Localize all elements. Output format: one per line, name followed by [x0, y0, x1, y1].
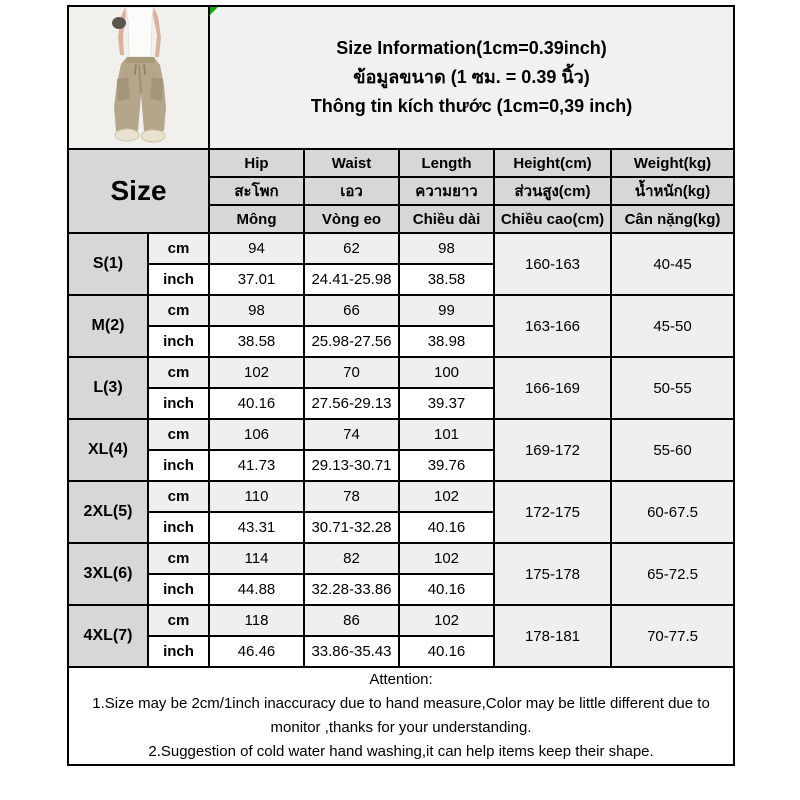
- col-hip-vi: Mông: [209, 205, 304, 233]
- waist-inch: 24.41-25.98: [304, 264, 399, 295]
- hip-inch: 38.58: [209, 326, 304, 357]
- col-weight-vi: Cân nặng(kg): [611, 205, 734, 233]
- length-inch: 38.98: [399, 326, 494, 357]
- weight-range: 65-72.5: [611, 543, 734, 605]
- length-cm: 102: [399, 481, 494, 512]
- unit-cm: cm: [148, 233, 209, 264]
- size-label: 3XL(6): [68, 543, 148, 605]
- waist-inch: 33.86-35.43: [304, 636, 399, 667]
- waist-cm: 86: [304, 605, 399, 636]
- table-row: [68, 233, 734, 264]
- col-weight-en: Weight(kg): [611, 149, 734, 177]
- waist-inch: 32.28-33.86: [304, 574, 399, 605]
- title-row: [68, 6, 734, 149]
- waist-cm: 74: [304, 419, 399, 450]
- col-length-vi: Chiều dài: [399, 205, 494, 233]
- col-hip-th: สะโพก: [209, 177, 304, 205]
- length-inch: 39.37: [399, 388, 494, 419]
- height-range: 175-178: [494, 543, 611, 605]
- weight-range: 55-60: [611, 419, 734, 481]
- unit-inch: inch: [148, 636, 209, 667]
- attention-row: [68, 667, 734, 765]
- size-label: 2XL(5): [68, 481, 148, 543]
- weight-range: 40-45: [611, 233, 734, 295]
- hip-cm: 98: [209, 295, 304, 326]
- length-cm: 101: [399, 419, 494, 450]
- attention-line-2: 2.Suggestion of cold water hand washing,it can help items keep their shape.: [148, 743, 654, 760]
- col-weight-th: น้ำหนัก(kg): [611, 177, 734, 205]
- hip-inch: 41.73: [209, 450, 304, 481]
- col-waist-th: เอว: [304, 177, 399, 205]
- waist-inch: 27.56-29.13: [304, 388, 399, 419]
- weight-range: 45-50: [611, 295, 734, 357]
- hip-cm: 118: [209, 605, 304, 636]
- product-photo: [68, 6, 209, 149]
- length-cm: 98: [399, 233, 494, 264]
- unit-cm: cm: [148, 481, 209, 512]
- attention-heading: Attention:: [369, 671, 433, 688]
- hip-inch: 46.46: [209, 636, 304, 667]
- table-row: [68, 295, 734, 326]
- length-cm: 102: [399, 605, 494, 636]
- attention-note: [68, 667, 734, 765]
- unit-cm: cm: [148, 543, 209, 574]
- waist-cm: 70: [304, 357, 399, 388]
- waist-cm: 66: [304, 295, 399, 326]
- header-row-english: [68, 149, 734, 177]
- height-range: 172-175: [494, 481, 611, 543]
- length-cm: 102: [399, 543, 494, 574]
- waist-inch: 25.98-27.56: [304, 326, 399, 357]
- hip-cm: 94: [209, 233, 304, 264]
- size-label: L(3): [68, 357, 148, 419]
- weight-range: 70-77.5: [611, 605, 734, 667]
- waist-cm: 62: [304, 233, 399, 264]
- col-waist-vi: Vòng eo: [304, 205, 399, 233]
- unit-inch: inch: [148, 512, 209, 543]
- height-range: 163-166: [494, 295, 611, 357]
- length-inch: 39.76: [399, 450, 494, 481]
- waist-inch: 30.71-32.28: [304, 512, 399, 543]
- size-chart-sheet: [67, 5, 733, 766]
- hip-inch: 43.31: [209, 512, 304, 543]
- unit-cm: cm: [148, 357, 209, 388]
- hip-cm: 114: [209, 543, 304, 574]
- col-length-th: ความยาว: [399, 177, 494, 205]
- height-range: 169-172: [494, 419, 611, 481]
- table-row: [68, 357, 734, 388]
- table-row: [68, 481, 734, 512]
- size-label: XL(4): [68, 419, 148, 481]
- title-vietnamese: Thông tin kích thước (1cm=0,39 inch): [310, 96, 633, 116]
- hip-inch: 40.16: [209, 388, 304, 419]
- waist-cm: 82: [304, 543, 399, 574]
- length-cm: 100: [399, 357, 494, 388]
- length-cm: 99: [399, 295, 494, 326]
- title-thai: ข้อมูลขนาด (1 ซม. = 0.39 นิ้ว): [353, 67, 590, 87]
- hip-inch: 44.88: [209, 574, 304, 605]
- length-inch: 40.16: [399, 636, 494, 667]
- waist-cm: 78: [304, 481, 399, 512]
- col-height-th: ส่วนสูง(cm): [494, 177, 611, 205]
- size-label: 4XL(7): [68, 605, 148, 667]
- length-inch: 40.16: [399, 574, 494, 605]
- unit-inch: inch: [148, 326, 209, 357]
- col-waist-en: Waist: [304, 149, 399, 177]
- unit-inch: inch: [148, 574, 209, 605]
- waist-inch: 29.13-30.71: [304, 450, 399, 481]
- unit-cm: cm: [148, 419, 209, 450]
- size-label: S(1): [68, 233, 148, 295]
- hip-cm: 110: [209, 481, 304, 512]
- col-length-en: Length: [399, 149, 494, 177]
- unit-inch: inch: [148, 388, 209, 419]
- table-row: [68, 543, 734, 574]
- length-inch: 40.16: [399, 512, 494, 543]
- size-info-title-cell: [209, 6, 734, 149]
- table-row: [68, 605, 734, 636]
- model-photo-illustration: [70, 7, 207, 143]
- weight-range: 50-55: [611, 357, 734, 419]
- size-table: [67, 5, 735, 766]
- unit-inch: inch: [148, 450, 209, 481]
- weight-range: 60-67.5: [611, 481, 734, 543]
- table-row: [68, 419, 734, 450]
- hip-inch: 37.01: [209, 264, 304, 295]
- col-height-en: Height(cm): [494, 149, 611, 177]
- size-header: Size: [68, 149, 209, 233]
- size-label: M(2): [68, 295, 148, 357]
- col-height-vi: Chiều cao(cm): [494, 205, 611, 233]
- title-english: Size Information(1cm=0.39inch): [336, 38, 607, 58]
- height-range: 160-163: [494, 233, 611, 295]
- height-range: 166-169: [494, 357, 611, 419]
- height-range: 178-181: [494, 605, 611, 667]
- col-hip-en: Hip: [209, 149, 304, 177]
- cell-error-triangle-icon: [210, 7, 218, 15]
- hip-cm: 106: [209, 419, 304, 450]
- hip-cm: 102: [209, 357, 304, 388]
- unit-cm: cm: [148, 295, 209, 326]
- unit-inch: inch: [148, 264, 209, 295]
- length-inch: 38.58: [399, 264, 494, 295]
- attention-line-1: 1.Size may be 2cm/1inch inaccuracy due to hand measure,Color may be little different due to monitor ,thanks for your understanding.: [92, 695, 710, 736]
- unit-cm: cm: [148, 605, 209, 636]
